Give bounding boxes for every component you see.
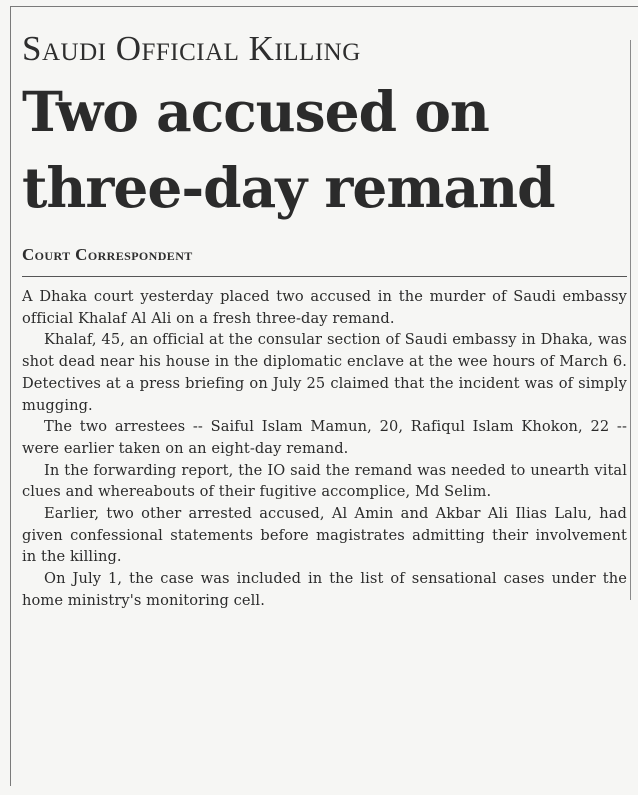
column-top-rule	[10, 6, 638, 7]
article-headline	[22, 74, 627, 226]
byline-divider	[22, 276, 627, 277]
paragraph-1: A Dhaka court yesterday placed two accused in the murder of Saudi embassy official Khalaf Al Ali on a fresh three-day remand.	[22, 288, 627, 327]
article-body	[22, 286, 627, 612]
paragraph-2: Khalaf, 45, an official at the consular section of Saudi embassy in Dhaka, was shot dead near his house in the diplomatic enclave at the wee hours of March 6. Detectives at a press briefing on July 25 claimed that the incident was of simply mugging.	[22, 331, 627, 414]
byline: Court Correspondent	[22, 245, 193, 264]
headline-line-1: Two accused on	[22, 79, 489, 144]
paragraph-4: In the forwarding report, the IO said the remand was needed to unearth vital clues and whereabouts of their fugitive accomplice, Md Selim.	[22, 461, 627, 501]
column-right-rule	[630, 40, 631, 600]
paragraph-3: The two arrestees -- Saiful Islam Mamun, 20, Rafiqul Islam Khokon, 22 -- were earlier taken on an eight-day remand.	[22, 418, 627, 457]
paragraph-6: On July 1, the case was included in the list of sensational cases under the home ministry's monitoring cell.	[22, 570, 627, 609]
column-left-rule	[10, 6, 11, 786]
paragraph-5: Earlier, two other arrested accused, Al Amin and Akbar Ali Ilias Lalu, had given confessional statements before magistrates admitting their involvement in the killing.	[22, 505, 627, 566]
headline-line-2: three-day remand	[22, 155, 555, 220]
article-kicker: Saudi Official Killing	[22, 29, 361, 68]
